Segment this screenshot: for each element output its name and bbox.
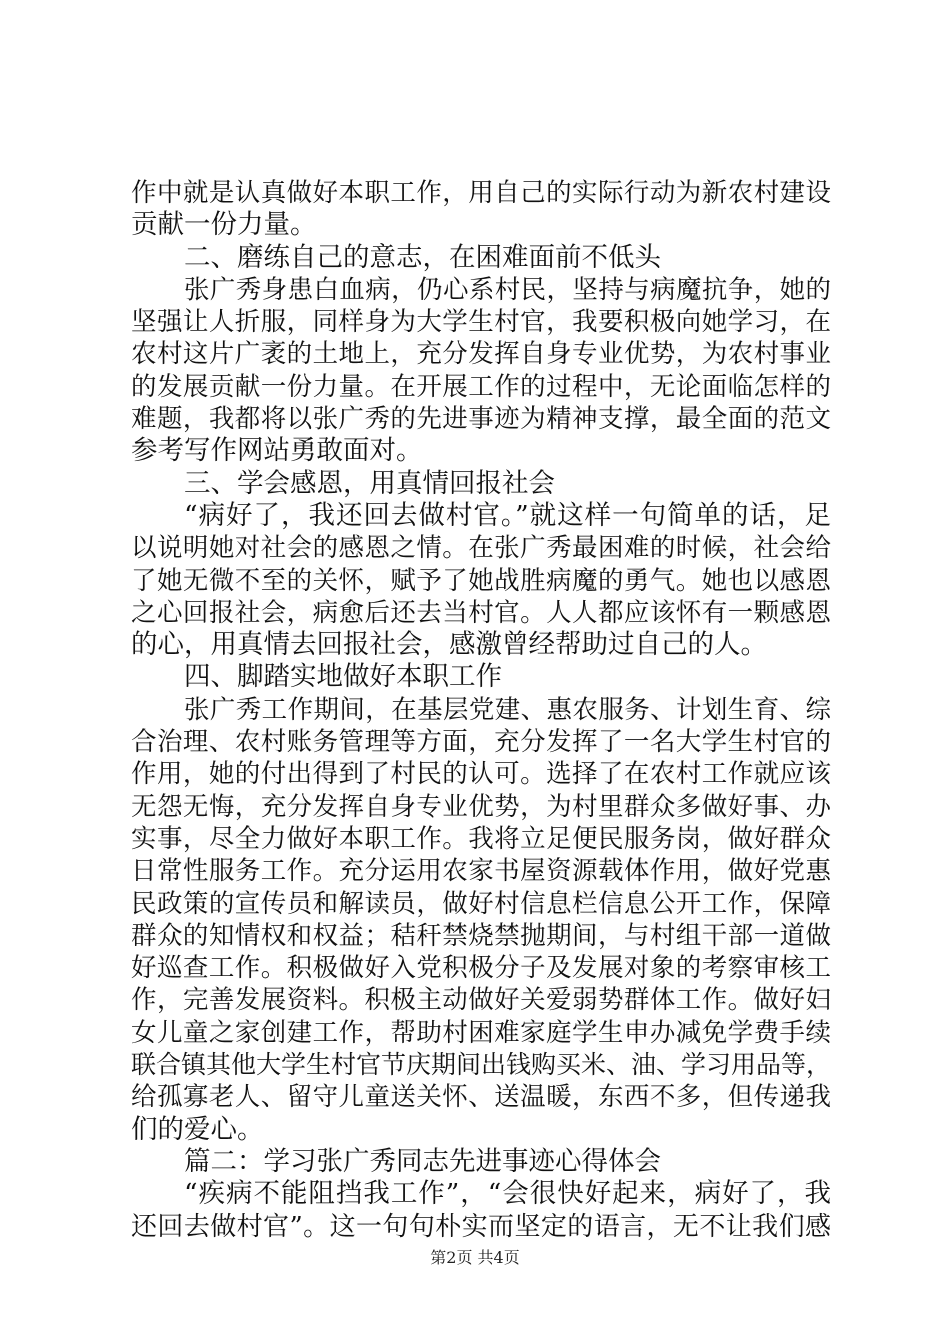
- text-line: 的发展贡献一份力量。在开展工作的过程中，无论面临怎样的: [131, 371, 831, 402]
- document-body: [131, 177, 831, 1243]
- text-line: “疾病不能阻挡我工作”，“会很快好起来，病好了，我: [184, 1178, 831, 1210]
- text-line: 了她无微不至的关怀，赋予了她战胜病魔的勇气。她也以感恩: [131, 565, 831, 596]
- text-line: 民政策的宣传员和解读员，做好村信息栏信息公开工作，保障: [131, 888, 831, 919]
- text-line: 联合镇其他大学生村官节庆期间出钱购买米、油、学习用品等，: [131, 1050, 832, 1080]
- text-line: 农村这片广袤的土地上，充分发挥自身专业优势，为农村事业: [131, 339, 831, 370]
- text-line: 张广秀身患白血病，仍心系村民，坚持与病魔抗争，她的: [184, 274, 831, 305]
- text-line: 四、脚踏实地做好本职工作: [184, 661, 502, 693]
- text-line: 还回去做村官”。这一句句朴实而坚定的语言，无不让我们感: [131, 1211, 831, 1242]
- text-line: 坚强让人折服，同样身为大学生村官，我要积极向她学习，在: [131, 307, 831, 338]
- text-line: 们的爱心。: [131, 1113, 264, 1145]
- text-line: 给孤寡老人、留守儿童送关怀、送温暖，东西不多，但传递我: [131, 1082, 831, 1113]
- text-line: 的心，用真情去回报社会，感激曾经帮助过自己的人。: [131, 629, 767, 661]
- text-line: 二、磨练自己的意志，在困难面前不低头: [184, 241, 661, 273]
- text-line: 参考写作网站勇敢面对。: [131, 435, 423, 467]
- text-line: 张广秀工作期间，在基层党建、惠农服务、计划生育、综: [184, 694, 831, 725]
- text-line: 三、学会感恩，用真情回报社会: [184, 467, 555, 499]
- page-footer: 第2页 共4页: [430, 1248, 520, 1267]
- text-line: 好巡查工作。积极做好入党积极分子及发展对象的考察审核工: [131, 953, 831, 984]
- text-line: 作用，她的付出得到了村民的认可。选择了在农村工作就应该: [131, 759, 831, 790]
- text-line: 实事，尽全力做好本职工作。我将立足便民服务岗，做好群众: [131, 823, 831, 854]
- text-line: 以说明她对社会的感恩之情。在张广秀最困难的时候，社会给: [131, 533, 831, 564]
- text-line: 之心回报社会，病愈后还去当村官。人人都应该怀有一颗感恩: [131, 597, 831, 628]
- text-line: 篇二：学习张广秀同志先进事迹心得体会: [184, 1145, 661, 1177]
- text-line: 合治理、农村账务管理等方面，充分发挥了一名大学生村官的: [131, 727, 831, 758]
- text-line: 女儿童之家创建工作，帮助村困难家庭学生申办减免学费手续: [131, 1017, 831, 1048]
- text-line: 作，完善发展资料。积极主动做好关爱弱势群体工作。做好妇: [131, 985, 831, 1016]
- text-line: 难题，我都将以张广秀的先进事迹为精神支撑，最全面的范文: [131, 404, 831, 435]
- text-line: 无怨无悔，充分发挥自身专业优势，为村里群众多做好事、办: [131, 791, 831, 822]
- text-line: 群众的知情权和权益；秸秆禁烧禁抛期间，与村组干部一道做: [131, 920, 831, 951]
- text-line: 贡献一份力量。: [131, 209, 317, 241]
- text-line: 作中就是认真做好本职工作，用自己的实际行动为新农村建设: [131, 178, 831, 208]
- text-line: 日常性服务工作。充分运用农家书屋资源载体作用，做好党惠: [131, 856, 831, 887]
- text-line: “病好了，我还回去做村官。”就这样一句简单的话，足: [184, 499, 831, 531]
